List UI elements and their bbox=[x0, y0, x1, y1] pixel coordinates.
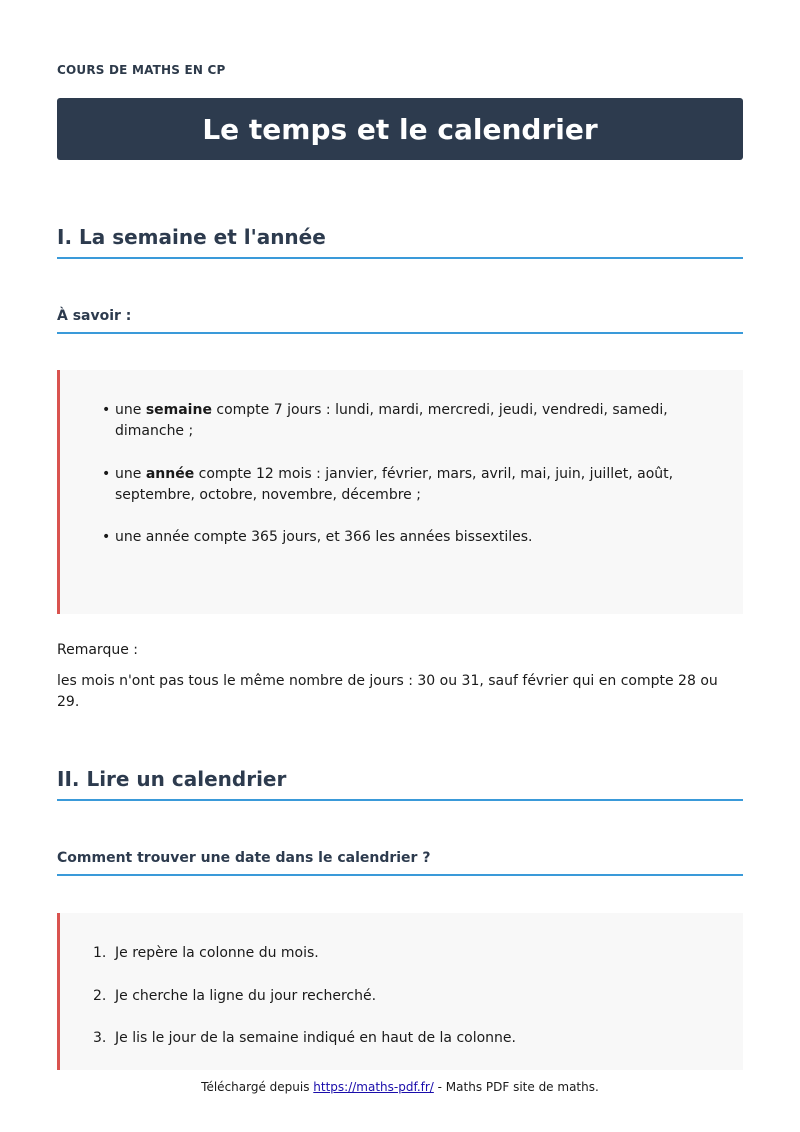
list-item: • une année compte 12 mois : janvier, février, mars, avril, mai, juin, juillet, août, septembre, octobre, novembre, décembre ; bbox=[102, 466, 674, 503]
bullet-icon: • bbox=[102, 402, 111, 418]
footer: Téléchargé depuis https://maths-pdf.fr/ - Maths PDF site de maths. bbox=[201, 1080, 599, 1094]
list-item: 1. Je repère la colonne du mois. bbox=[93, 945, 319, 961]
list-item: • une semaine compte 7 jours : lundi, mardi, mercredi, jeudi, vendredi, samedi, dimanche ; bbox=[102, 402, 668, 439]
definition-box bbox=[57, 370, 743, 614]
steps-box bbox=[57, 913, 743, 1070]
title-banner bbox=[57, 98, 743, 160]
section-1-subtitle: À savoir : bbox=[57, 308, 743, 334]
page-title: Le temps et le calendrier bbox=[202, 112, 598, 146]
course-label: COURS DE MATHS EN CP bbox=[57, 63, 226, 77]
section-2-title: II. Lire un calendrier bbox=[57, 767, 743, 801]
bullet-icon: • bbox=[102, 466, 111, 482]
list-item: • une année compte 365 jours, et 366 les années bissextiles. bbox=[115, 527, 705, 548]
list-item: 2. Je cherche la ligne du jour recherché. bbox=[93, 988, 377, 1004]
remark-label: Remarque : bbox=[57, 642, 138, 658]
bullet-icon: • bbox=[102, 529, 111, 545]
section-2-subtitle: Comment trouver une date dans le calendrier ? bbox=[57, 850, 743, 876]
list-item: 3. Je lis le jour de la semaine indiqué en haut de la colonne. bbox=[93, 1030, 516, 1046]
remark-text: les mois n'ont pas tous le même nombre de jours : 30 ou 31, sauf février qui en compte 28 ou 29. bbox=[57, 673, 718, 710]
footer-link[interactable]: https://maths-pdf.fr/ bbox=[313, 1080, 434, 1094]
section-1-title: I. La semaine et l'année bbox=[57, 225, 743, 259]
